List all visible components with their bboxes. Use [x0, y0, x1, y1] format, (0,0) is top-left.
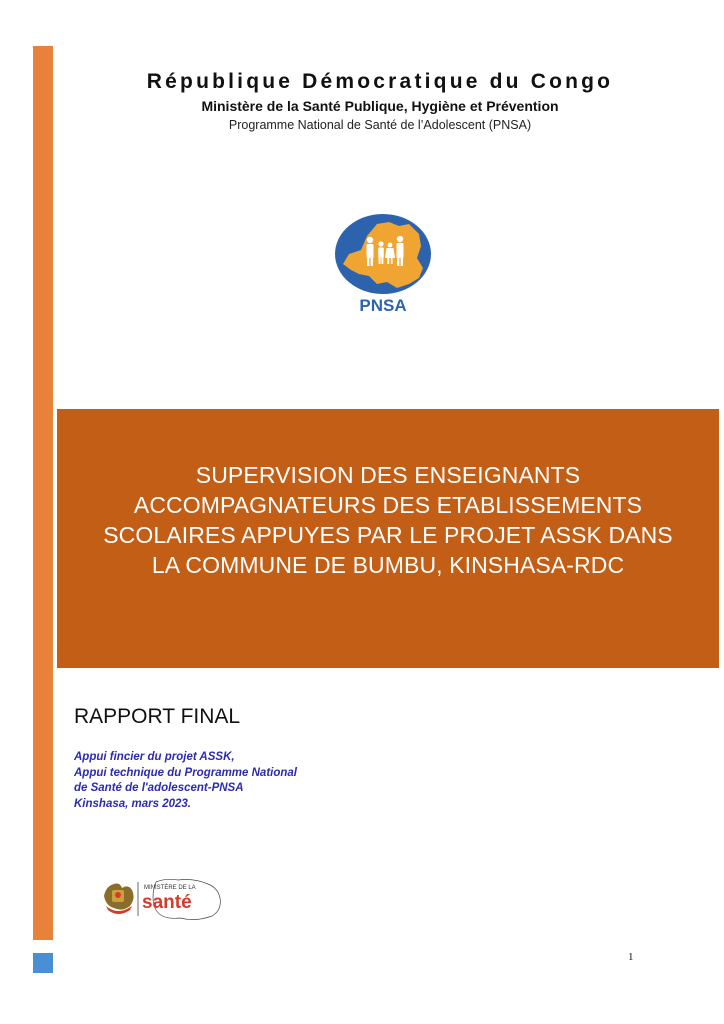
support-line: Appui technique du Programme National — [74, 766, 297, 779]
sante-text: santé — [142, 892, 192, 913]
title-line: ACCOMPAGNATEURS DES ETABLISSEMENTS — [133, 492, 643, 518]
ministry-small-text: MINISTÈRE DE LA — [144, 885, 196, 891]
orange-side-bar — [33, 46, 53, 940]
page-number: 1 — [628, 951, 634, 963]
support-line: de Santé de l'adolescent-PNSA — [74, 782, 244, 794]
country-title: République Démocratique du Congo — [146, 70, 614, 93]
support-line: Kinshasa, mars 2023. — [74, 797, 191, 810]
report-title: RAPPORT FINAL — [74, 705, 241, 728]
ministry-coat-of-arms-icon — [104, 884, 134, 915]
title-line: SUPERVISION DES ENSEIGNANTS — [195, 462, 581, 488]
title-line: LA COMMUNE DE BUMBU, KINSHASA-RDC — [151, 552, 625, 578]
title-line: SCOLAIRES APPUYES PAR LE PROJET ASSK DANS — [103, 522, 673, 548]
pnsa-logo — [333, 212, 433, 317]
ministry-sante-logo — [100, 876, 226, 924]
support-line: Appui fincier du projet ASSK, — [74, 751, 235, 763]
blue-corner-square — [33, 953, 53, 973]
logo-text: PNSA — [359, 296, 407, 315]
ministry-title: Ministère de la Santé Publique, Hygiène et Prévention — [201, 98, 559, 114]
program-title: Programme National de Santé de l’Adolescent (PNSA) — [228, 118, 532, 132]
document-title — [70, 460, 706, 580]
support-credits — [74, 750, 297, 812]
